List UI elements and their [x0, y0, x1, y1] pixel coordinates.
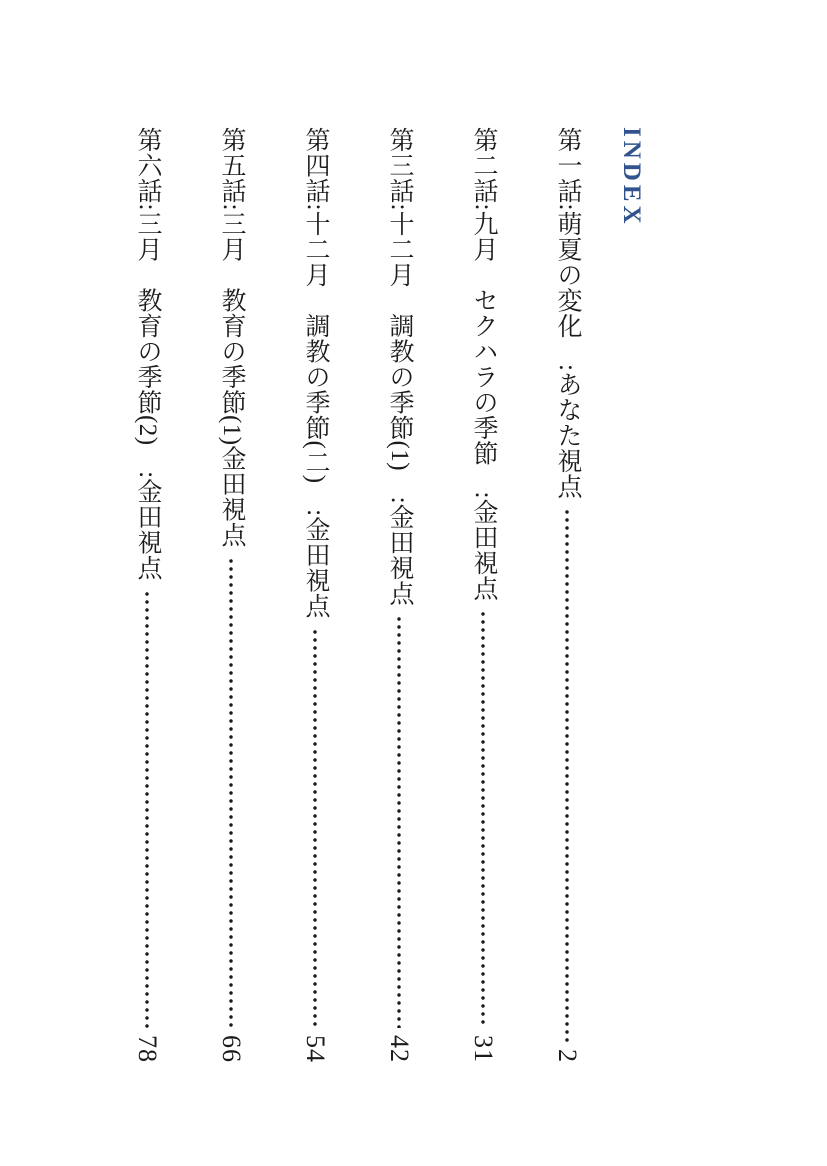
entry-page-number: 2 [553, 1049, 582, 1063]
entry-page-number: 42 [385, 1035, 414, 1063]
toc-entry-4 [273, 127, 357, 1063]
entry-page-number: 31 [469, 1035, 498, 1063]
entry-title: 第三話:十二月 調教の季節(1) :金田視点 [386, 127, 413, 607]
toc-entry-3 [357, 127, 441, 1063]
dot-leader [145, 590, 149, 1028]
toc-entry-6 [105, 127, 189, 1063]
entry-title: 第五話:三月 教育の季節(1)金田視点 [218, 127, 245, 548]
dot-leader [397, 615, 401, 1028]
page-title-text: INDEX [618, 127, 645, 228]
entry-title: 第四話:十二月 調教の季節(二) :金田視点 [302, 127, 329, 619]
entry-page-number: 78 [133, 1035, 162, 1063]
toc-entry-5 [189, 127, 273, 1063]
page-title [609, 127, 653, 1063]
dot-leader [481, 610, 485, 1028]
table-of-contents [105, 127, 653, 1063]
entry-title: 第二話:九月 セクハラの季節 :金田視点 [470, 127, 497, 601]
dot-leader [229, 557, 233, 1028]
entry-page-number: 66 [217, 1035, 246, 1063]
entry-page-number: 54 [301, 1035, 330, 1063]
dot-leader [313, 628, 317, 1028]
toc-entry-2 [441, 127, 525, 1063]
entry-title: 第六話:三月 教育の季節(2) :金田視点 [134, 127, 161, 581]
dot-leader [565, 508, 569, 1042]
entry-title: 第一話:萌夏の変化 :あなた視点 [554, 127, 581, 499]
toc-entry-1 [525, 127, 609, 1063]
